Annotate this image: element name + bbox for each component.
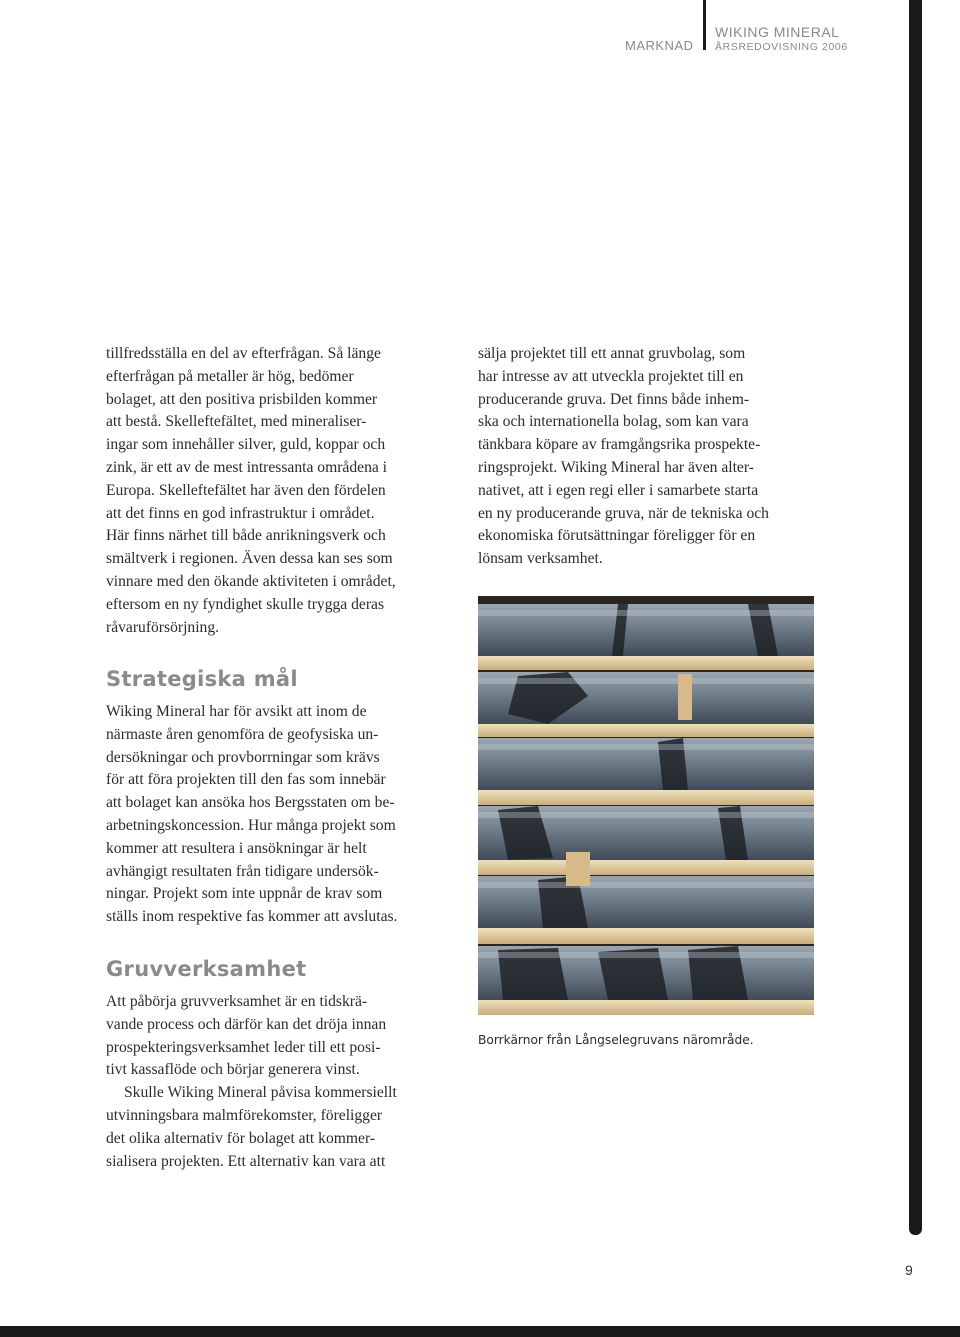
text-line: dersökningar och provborrningar som krävs bbox=[106, 748, 380, 766]
text-line: tänkbara köpare av framgångsrika prospekte- bbox=[478, 436, 761, 454]
text-line: kommer att resultera i ansökningar är helt bbox=[106, 839, 367, 857]
text-line: ingar som innehåller silver, guld, koppar och bbox=[106, 436, 386, 454]
text-line: Skulle Wiking Mineral påvisa kommersiellt bbox=[124, 1084, 397, 1102]
bottom-decor-bar bbox=[0, 1326, 960, 1337]
text-line: eftersom en ny fyndighet skulle trygga deras bbox=[106, 595, 385, 613]
text-line: ekonomiska förutsättningar föreligger för en bbox=[478, 527, 756, 545]
text-line: närmaste åren genomföra de geofysiska un- bbox=[106, 725, 379, 743]
text-line: Att påbörja gruvverksamhet är en tidskrä- bbox=[106, 993, 368, 1010]
text-line: tivt kassaflöde och börjar generera vinst. bbox=[106, 1061, 360, 1079]
text-line: ringsprojekt. Wiking Mineral har även alter- bbox=[478, 458, 754, 476]
text-line: zink, är ett av de mest intressanta områdena i bbox=[106, 458, 388, 476]
text-line: efterfrågan på metaller är hög, bedömer bbox=[106, 367, 354, 385]
text-line: Wiking Mineral har för avsikt att inom de bbox=[106, 703, 367, 720]
text-line: nativet, att i egen regi eller i samarbete starta bbox=[478, 481, 759, 499]
left-intro-text bbox=[106, 343, 451, 639]
report-title: ÅRSREDOVISNING 2006 bbox=[715, 41, 848, 53]
text-line: tillfredsställa en del av efterfrågan. Så länge bbox=[106, 345, 381, 362]
page-number: 9 bbox=[905, 1262, 913, 1278]
text-line: för att föra projekten till den fas som innebär bbox=[106, 771, 386, 789]
drill-core-photo bbox=[478, 596, 814, 1015]
text-line: det olika alternativ för bolaget att kommer- bbox=[106, 1129, 376, 1147]
text-line: att det finns en god infrastruktur i området. bbox=[106, 504, 375, 522]
text-line: arbetningskoncession. Hur många projekt som bbox=[106, 816, 396, 834]
text-line: smältverk i regionen. Även dessa kan ses som bbox=[106, 550, 393, 568]
text-line: att bolaget kan ansöka hos Bergsstaten om be- bbox=[106, 794, 395, 812]
text-line: Europa. Skelleftefältet har även den fördelen bbox=[106, 481, 386, 499]
header-divider bbox=[703, 0, 706, 50]
text-line: producerande gruva. Det finns både inhem- bbox=[478, 390, 750, 408]
strategic-text bbox=[106, 701, 451, 929]
side-decor-bar bbox=[909, 0, 922, 1235]
text-line: vinnare med den ökande aktiviteten i området, bbox=[106, 572, 396, 590]
text-line: vande process och därför kan det dröja innan bbox=[106, 1015, 387, 1033]
photo-caption: Borrkärnor från Långselegruvans närområde. bbox=[478, 1033, 754, 1047]
text-line: råvaruförsörjning. bbox=[106, 618, 220, 636]
heading-strategic-goals: Strategiska mål bbox=[106, 667, 298, 691]
right-text bbox=[478, 343, 823, 571]
text-line: en ny producerande gruva, när de tekniska och bbox=[478, 504, 769, 522]
section-label: MARKNAD bbox=[625, 38, 694, 53]
text-line: har intresse av att utveckla projektet till en bbox=[478, 367, 744, 385]
text-line: ställs inom respektive fas kommer att avslutas. bbox=[106, 908, 398, 926]
text-line: ningar. Projekt som inte uppnår de krav som bbox=[106, 885, 383, 903]
text-line: att bestå. Skelleftefältet, med mineraliser- bbox=[106, 413, 367, 431]
text-line: prospekteringsverksamhet leder till ett posi- bbox=[106, 1038, 381, 1056]
text-line: utvinningsbara malmförekomster, föreligger bbox=[106, 1106, 383, 1124]
text-line: sialisera projekten. Ett alternativ kan vara att bbox=[106, 1152, 386, 1170]
text-line: avhängigt resultaten från tidigare undersök- bbox=[106, 862, 379, 880]
company-name: WIKING MINERAL bbox=[715, 24, 840, 40]
heading-mining: Gruvverksamhet bbox=[106, 957, 307, 981]
text-line: Här finns närhet till både anrikningsverk och bbox=[106, 527, 386, 545]
text-line: bolaget, att den positiva prisbilden kommer bbox=[106, 390, 378, 408]
text-line: lönsam verksamhet. bbox=[478, 550, 603, 568]
mining-text bbox=[106, 991, 451, 1173]
text-line: sälja projektet till ett annat gruvbolag, som bbox=[478, 345, 746, 362]
text-line: ska och internationella bolag, som kan vara bbox=[478, 413, 749, 431]
